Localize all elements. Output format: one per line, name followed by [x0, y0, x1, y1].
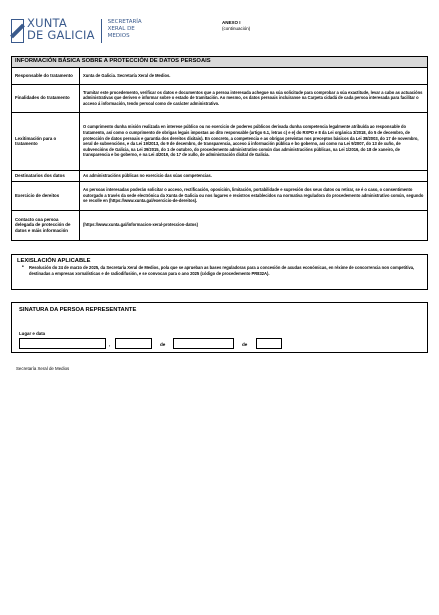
- row-label: Exercicio de dereitos: [12, 181, 80, 210]
- row-value: As administracións públicas no exercicio das súas competencias.: [80, 170, 428, 181]
- signature-section: [11, 302, 428, 353]
- legislation-list: [12, 265, 427, 276]
- row-label: Responsable do tratamento: [12, 67, 80, 84]
- dept-line-3: MEDIOS: [107, 33, 130, 39]
- comma-separator: ,: [109, 342, 111, 347]
- day-field[interactable]: [115, 338, 152, 349]
- annex-subtitle: (continuación): [222, 26, 251, 31]
- table-row: [12, 181, 428, 210]
- list-item: • Resolución do 24 de marzo de 2025, da Secretaría Xeral de Medios, pola que se aprueban as bases reguladoras para a concesión de axudas económicas, en réxime de concorrencia non competitiva, destinadas a empresas xornalísticas e de radiodifusión, e se convocan para o ano 2025 (código de procedemento PR832A).: [24, 265, 422, 276]
- row-value: As persoas interesadas poderán solicitar o acceso, rectificación, oposición, limitación, portabilidade e supresión dos seus datos ou retirar, se é o caso, o consentimento outorgado a través da sede electrónica da Xunta de Galicia ou nos lugares e rexistros establecidos na normativa reguladora do procedemento administrativo común, segundo se recolle en (https://www.xunta.gal/exercicio-de-dereitos).: [80, 181, 428, 210]
- row-value: Tramitar este procedemento, verificar os datos e documentos que a persoa interesada achegue na súa solicitude para comprobar a súa exactitude, levar a cabo as actuacións administrativas que deriven e informar sobre o estado de tramitación. Ao mesmo, os datos persoais incluiranse na Carpeta cidadá de cada persoa interesada para facilitar o acceso á información, tendo persoal como de carácter administrativo.: [80, 84, 428, 112]
- place-field[interactable]: [19, 338, 106, 349]
- xunta-logo: [11, 17, 142, 43]
- row-label: Lexitimación para o tratamento: [12, 112, 80, 170]
- annex-title: ANEXO I: [222, 20, 241, 25]
- legislation-section: [11, 254, 428, 290]
- row-label: Finalidades do tratamento: [12, 84, 80, 112]
- table-row: [12, 67, 428, 84]
- de-separator-2: de: [242, 342, 248, 347]
- table-row: [12, 84, 428, 112]
- row-label: Contacto coa persoa delegada de protección de datos e máis información: [12, 210, 80, 240]
- de-separator-1: de: [160, 342, 166, 347]
- row-value: O cumprimento dunha misión realizada en interese público ou no exercicio de poderes públicos derivada dunha competencia legalmente atribuída ao responsable do tratamento, así como o cumprimento de obrigas legais impostas ao dito responsable (artigo 6.1, letras c) e e) do RXPD e 8 da Lei orgánica 3/2018, do 5 de decembro, de protección de datos persoais e garantía dos dereitos dixitais). En concreto, a competencia e as obrigas previstas nos preceptos básicos da Lei 38/2003, do 17 de novembro, xeral de subvencións, e da Lei 19/2013, do 9 de decembro, de transparencia, acceso á información pública e bo goberno, así como na Lei 9/2007, do 13 de xuño, de subvencións de Galicia, na Lei 39/2015, do 1 de outubro, do procedemento administrativo común das administracións públicas, na Lei 1/2016, do 18 de xaneiro, de transparencia e bo goberno, e na Lei 4/2019, do 17 de xullo, de administración dixital de Galicia.: [80, 112, 428, 170]
- row-label: Destinatarios dos datos: [12, 170, 80, 181]
- dept-line-2: XERAL DE: [107, 26, 135, 32]
- signature-title: SINATURA DA PERSOA REPRESENTANTE: [19, 307, 137, 313]
- row-value: Xunta de Galicia. Secretaría Xeral de Medios.: [80, 67, 428, 84]
- info-link[interactable]: (https://www.xunta.gal/informacion-xeral-proteccion-datos): [83, 222, 198, 228]
- table-row: [12, 170, 428, 181]
- logo-line-1: XUNTA: [27, 16, 67, 30]
- legislation-title: LEXISLACIÓN APLICABLE: [17, 258, 91, 264]
- data-protection-table: [11, 56, 428, 241]
- page-header: [11, 17, 428, 47]
- data-protection-title: INFORMACIÓN BÁSICA SOBRE A PROTECCIÓN DE DATOS PERSOAIS: [12, 57, 428, 68]
- annex-label: [222, 20, 250, 32]
- place-date-label: Lugar e data: [19, 331, 46, 336]
- table-row: [12, 210, 428, 240]
- month-field[interactable]: [173, 338, 234, 349]
- logo-wordmark: [27, 17, 95, 41]
- year-field[interactable]: [256, 338, 282, 349]
- galicia-flag-icon: [11, 19, 24, 43]
- dept-line-1: SECRETARÍA: [107, 19, 142, 25]
- table-row: [12, 112, 428, 170]
- logo-line-2: DE GALICIA: [27, 28, 95, 42]
- logo-divider: [101, 19, 102, 43]
- row-value: [80, 210, 428, 240]
- footer-text: Secretaría Xeral de Medios: [16, 366, 70, 371]
- department-name: [108, 19, 142, 40]
